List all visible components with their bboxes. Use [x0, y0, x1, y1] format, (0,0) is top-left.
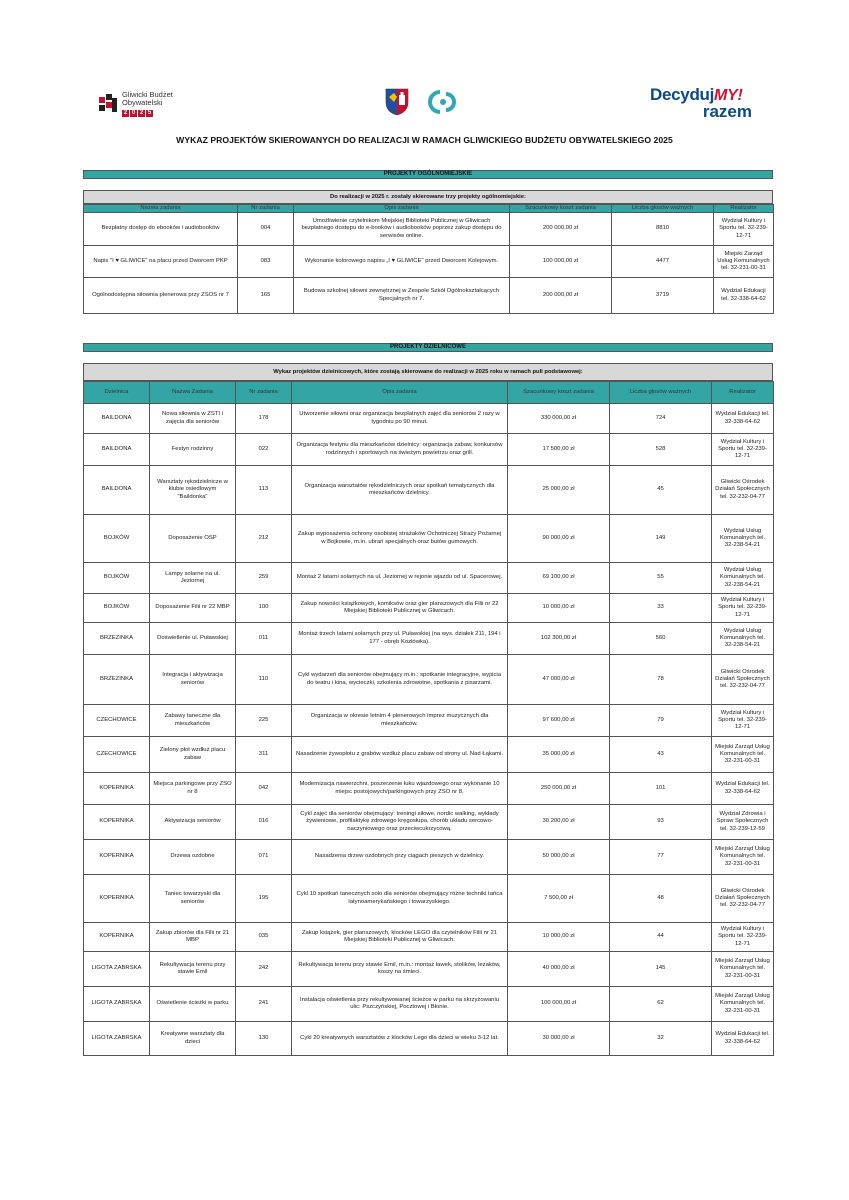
project-description-cell: Cykl 10 spotkań tanecznych solo dla seniorów obejmujący różne techniki tańca latynoamerykańskiego i towarzyskiego. — [292, 875, 508, 923]
district-projects-section — [83, 343, 773, 1056]
column-header: Liczba głosów ważnych — [612, 205, 714, 213]
project-votes-cell: 93 — [610, 805, 712, 840]
project-executor-cell: Wydział Kultury i Sportu tel. 32-239-12-71 — [714, 213, 774, 246]
gliwice-coat-of-arms-icon — [385, 88, 409, 116]
project-number-cell: 016 — [236, 805, 292, 840]
project-cost-cell: 47 000,00 zł — [508, 655, 610, 705]
gbo-logo-icon — [97, 93, 119, 115]
column-header: Nr zadania — [238, 205, 294, 213]
column-header: Nazwa Zadania — [150, 382, 236, 404]
project-name-cell: Zielony płot wzdłuż placu zabaw — [150, 737, 236, 773]
project-cost-cell: 200 000,00 zł — [510, 278, 612, 314]
project-executor-cell: Wydział Kultury i Sportu tel. 32-239-12-71 — [712, 594, 774, 623]
project-number-cell: 165 — [238, 278, 294, 314]
year-digit: 2 — [139, 110, 144, 116]
logo-right-word3: razem — [702, 102, 752, 121]
gbo-swirl-logo-icon — [426, 88, 464, 116]
project-name-cell: Festyn rodzinny — [150, 434, 236, 466]
project-executor-cell: Miejski Zarząd Usług Komunalnych tel. 32-231-00-31 — [712, 840, 774, 875]
project-votes-cell: 33 — [610, 594, 712, 623]
column-header: Szacunkowy koszt zadania — [510, 205, 612, 213]
project-name-cell: Rekultywacja terenu przy stawie Emil — [150, 952, 236, 987]
project-executor-cell: Wydział Edukacji tel. 32-338-64-62 — [714, 278, 774, 314]
table-row — [84, 952, 774, 987]
project-number-cell: 225 — [236, 705, 292, 737]
district-cell: BOJKÓW — [84, 563, 150, 594]
project-description-cell: Modernizacja nawierzchni, poszerzenie łuku wjazdowego oraz wykonanie 10 miejsc postojowych/parkingowych przy ZSO nr 8. — [292, 773, 508, 805]
project-votes-cell: 48 — [610, 875, 712, 923]
project-description-cell: Cykl 20 kreatywnych warsztatów z klocków Lego dla dzieci w wieku 3-12 lat. — [292, 1022, 508, 1056]
project-votes-cell: 149 — [610, 515, 712, 563]
project-description-cell: Organizacja festynu dla mieszkańców dzielnicy: organizacja zabaw, konkursów rodzinnych i sportowych na świeżym powietrzu oraz grill. — [292, 434, 508, 466]
city-projects-table — [83, 204, 774, 314]
project-executor-cell: Wydział Usług Komunalnych tel. 32-238-54-21 — [712, 515, 774, 563]
table-row — [84, 737, 774, 773]
project-name-cell: Zakup zbiorów dla Filii nr 21 MBP — [150, 923, 236, 952]
project-executor-cell: Wydział Zdrowia i Spraw Społecznych tel. 32-239-12-59 — [712, 805, 774, 840]
project-number-cell: 083 — [238, 246, 294, 278]
project-cost-cell: 90 000,00 zł — [508, 515, 610, 563]
table-row — [84, 246, 774, 278]
project-description-cell: Organizacja w okresie letnim 4 plenerowych imprez muzycznych dla mieszkańców. — [292, 705, 508, 737]
table-row — [84, 623, 774, 655]
project-number-cell: 178 — [236, 404, 292, 434]
project-cost-cell: 10 000,00 zł — [508, 594, 610, 623]
district-cell: BAILDONA — [84, 404, 150, 434]
table-row — [84, 434, 774, 466]
project-name-cell: Doposażenie Filii nr 22 MBP — [150, 594, 236, 623]
logo-gliwicki-budzet-obywatelski — [97, 88, 197, 120]
project-description-cell: Utworzenie siłowni oraz organizacja bezpłatnych zajęć dla seniorów 2 razy w tygodniu po 90 minut. — [292, 404, 508, 434]
table-row — [84, 875, 774, 923]
project-name-cell: Bezpłatny dostęp do ebooków i audiobooków — [84, 213, 238, 246]
project-cost-cell: 50 000,00 zł — [508, 840, 610, 875]
table-row — [84, 594, 774, 623]
project-votes-cell: 560 — [610, 623, 712, 655]
project-number-cell: 071 — [236, 840, 292, 875]
project-votes-cell: 8810 — [612, 213, 714, 246]
column-header: Realizator — [714, 205, 774, 213]
project-executor-cell: Wydział Edukacji tel. 32-338-64-62 — [712, 404, 774, 434]
district-projects-table — [83, 381, 774, 1056]
table-row — [84, 773, 774, 805]
project-name-cell: Miejsca parkingowe przy ZSO nr 8 — [150, 773, 236, 805]
project-description-cell: Montaż trzech latarni solarnych przy ul. Puławskiej (na wys. działek 211, 194 i 177 - obręb Kozłówka). — [292, 623, 508, 655]
project-name-cell: Zabawy taneczne dla mieszkańców — [150, 705, 236, 737]
district-cell: BAILDONA — [84, 466, 150, 515]
project-votes-cell: 528 — [610, 434, 712, 466]
project-description-cell: Zakup wyposażenia ochrony osobistej strażaków Ochotniczej Straży Pożarnej w Bojkowie, m.in. ubrań specjalnych oraz butów gumowych. — [292, 515, 508, 563]
project-executor-cell: Wydział Usług Komunalnych tel. 32-238-54-21 — [712, 563, 774, 594]
project-cost-cell: 10 000,00 zł — [508, 923, 610, 952]
project-name-cell: Drzewa ozdobne — [150, 840, 236, 875]
project-votes-cell: 4477 — [612, 246, 714, 278]
project-number-cell: 130 — [236, 1022, 292, 1056]
project-cost-cell: 17 500,00 zł — [508, 434, 610, 466]
project-number-cell: 004 — [238, 213, 294, 246]
district-cell: KOPERNIKA — [84, 923, 150, 952]
district-cell: BAILDONA — [84, 434, 150, 466]
project-description-cell: Rekultywacja terenu przy stawie Emil, m.in.: montaż ławek, stolików, leżaków, koszy na śmieci. — [292, 952, 508, 987]
district-cell: LIGOTA ZABRSKA — [84, 952, 150, 987]
project-votes-cell: 101 — [610, 773, 712, 805]
project-executor-cell: Miejski Zarząd Usług Komunalnych tel. 32-231-00-31 — [712, 952, 774, 987]
section-title: PROJEKTY DZIELNICOWE — [83, 343, 773, 352]
project-number-cell: 011 — [236, 623, 292, 655]
column-header: Liczba głosów ważnych — [610, 382, 712, 404]
project-executor-cell: Miejski Zarząd Usług Komunalnych tel. 32-231-00-31 — [712, 987, 774, 1022]
table-row — [84, 278, 774, 314]
project-cost-cell: 40 000,00 zł — [508, 952, 610, 987]
project-cost-cell: 69 100,00 zł — [508, 563, 610, 594]
column-header: Nr zadania — [236, 382, 292, 404]
project-name-cell: Nowa siłownia w ZSTI i zajęcia dla seniorów — [150, 404, 236, 434]
table-row — [84, 923, 774, 952]
project-name-cell: Napis "I ♥ GLIWICE" na placu przed Dworcem PKP — [84, 246, 238, 278]
project-number-cell: 212 — [236, 515, 292, 563]
district-cell: LIGOTA ZABRSKA — [84, 987, 150, 1022]
logo-right-word2: MY! — [714, 87, 743, 104]
column-header: Szacunkowy koszt zadania — [508, 382, 610, 404]
year-digit: 2 — [123, 110, 128, 116]
project-description-cell: Umożliwienie czytelnikom Miejskiej Biblioteki Publicznej w Gliwicach bezpłatnego dostępu do e-booków i audiobooków poprzez zakup dostępu do serwisów online. — [294, 213, 510, 246]
column-header: Opis zadania — [292, 382, 508, 404]
table-row — [84, 705, 774, 737]
project-cost-cell: 330 000,00 zł — [508, 404, 610, 434]
table-row — [84, 840, 774, 875]
project-votes-cell: 78 — [610, 655, 712, 705]
project-cost-cell: 7 500,00 zł — [508, 875, 610, 923]
project-cost-cell: 100 000,00 zł — [508, 987, 610, 1022]
table-row — [84, 404, 774, 434]
project-executor-cell: Gliwicki Ośrodek Działań Społecznych tel. 32-232-04-77 — [712, 655, 774, 705]
project-number-cell: 022 — [236, 434, 292, 466]
column-header: Realizator — [712, 382, 774, 404]
project-executor-cell: Wydział Edukacji tel. 32-338-64-62 — [712, 773, 774, 805]
project-votes-cell: 77 — [610, 840, 712, 875]
project-votes-cell: 3719 — [612, 278, 714, 314]
project-executor-cell: Wydział Kultury i Sportu tel. 32-239-12-71 — [712, 434, 774, 466]
section-title: PROJEKTY OGÓLNOMIEJSKIE — [83, 170, 773, 179]
project-number-cell: 042 — [236, 773, 292, 805]
district-cell: KOPERNIKA — [84, 773, 150, 805]
project-votes-cell: 45 — [610, 466, 712, 515]
project-description-cell: Zakup książek, gier planszowych, klocków LEGO dla czytelników Filii nr 21 Miejskiej Biblioteki Publicznej w Gliwicach. — [292, 923, 508, 952]
year-digit: 5 — [147, 110, 152, 116]
project-description-cell: Montaż 2 latarni solarnych na ul. Jeziornej w rejonie wjazdu od ul. Spacerowej. — [292, 563, 508, 594]
project-description-cell: Cykl zajęć dla seniorów obejmujący: treningi siłowe, nordic walking, wykłady żywieniowe, profilaktykę zdrowego kręgosłupa, chorób układu sercowo-naczyniowego oraz przeciwcukrzycową. — [292, 805, 508, 840]
project-number-cell: 311 — [236, 737, 292, 773]
project-name-cell: Aktywizacja seniorów — [150, 805, 236, 840]
project-name-cell: Doświetlenie ul. Puławskiej — [150, 623, 236, 655]
column-header: Dzielnica — [84, 382, 150, 404]
table-row — [84, 563, 774, 594]
district-cell: BRZEZINKA — [84, 655, 150, 705]
year-digit: 0 — [131, 110, 136, 116]
project-name-cell: Taniec towarzyski dla seniorów — [150, 875, 236, 923]
project-description-cell: Instalacja oświetlenia przy rekultywowanej ścieżce w parku na skrzyżowaniu ulic: Pszczyńskiej, Pocztowej i Błonie. — [292, 987, 508, 1022]
project-votes-cell: 44 — [610, 923, 712, 952]
project-votes-cell: 79 — [610, 705, 712, 737]
project-votes-cell: 32 — [610, 1022, 712, 1056]
document-title: WYKAZ PROJEKTÓW SKIEROWANYCH DO REALIZACJI W RAMACH GLIWICKIEGO BUDŻETU OBYWATELSKIEGO 2025 — [176, 135, 673, 145]
project-votes-cell: 62 — [610, 987, 712, 1022]
project-cost-cell: 97 600,00 zł — [508, 705, 610, 737]
project-cost-cell: 35 000,00 zł — [508, 737, 610, 773]
project-number-cell: 242 — [236, 952, 292, 987]
project-description-cell: Organizacja warsztatów rękodzielniczych oraz spotkań tematycznych dla mieszkańców dzielnicy. — [292, 466, 508, 515]
district-cell: KOPERNIKA — [84, 805, 150, 840]
project-executor-cell: Miejski Zarząd Usług Komunalnych tel. 32-231-00-31 — [714, 246, 774, 278]
column-header: Opis zadania — [294, 205, 510, 213]
project-name-cell: Kreatywne warsztaty dla dzieci — [150, 1022, 236, 1056]
project-cost-cell: 100 000,00 zł — [510, 246, 612, 278]
district-cell: CZECHOWICE — [84, 737, 150, 773]
project-executor-cell: Gliwicki Ośrodek Działań Społecznych tel. 32-232-04-77 — [712, 466, 774, 515]
project-cost-cell: 25 000,00 zł — [508, 466, 610, 515]
section-intro: Do realizacji w 2025 r. zostały skierowane trzy projekty ogólnomiejskie: — [83, 190, 773, 204]
project-name-cell: Doposażenie OSP — [150, 515, 236, 563]
project-executor-cell: Miejski Zarząd Usług Komunalnych tel. 32-231-00-31 — [712, 737, 774, 773]
project-cost-cell: 102 300,00 zł — [508, 623, 610, 655]
district-cell: LIGOTA ZABRSKA — [84, 1022, 150, 1056]
district-cell: KOPERNIKA — [84, 875, 150, 923]
project-executor-cell: Gliwicki Ośrodek Działań Społecznych tel. 32-232-04-77 — [712, 875, 774, 923]
project-name-cell: Ogólnodostępna siłownia plenerowa przy ZSOS nr 7 — [84, 278, 238, 314]
table-row — [84, 655, 774, 705]
project-votes-cell: 55 — [610, 563, 712, 594]
project-executor-cell: Wydział Edukacji tel. 32-338-64-62 — [712, 1022, 774, 1056]
table-row — [84, 805, 774, 840]
project-name-cell: Warsztaty rękodzielnicze w klubie osiedlowym "Baildonka" — [150, 466, 236, 515]
project-cost-cell: 30 200,00 zł — [508, 805, 610, 840]
district-cell: KOPERNIKA — [84, 840, 150, 875]
project-name-cell: Integracja i aktywizacja seniorów — [150, 655, 236, 705]
project-votes-cell: 43 — [610, 737, 712, 773]
project-cost-cell: 250 000,00 zł — [508, 773, 610, 805]
project-description-cell: Budowa szkolnej siłowni zewnętrznej w Zespole Szkół Ogólnokształcących Specjalnych nr 7. — [294, 278, 510, 314]
project-number-cell: 035 — [236, 923, 292, 952]
table-row — [84, 1022, 774, 1056]
section-intro: Wykaz projektów dzielnicowych, które zostają skierowane do realizacji w 2025 roku w ramach puli podstawowej: — [83, 363, 773, 381]
project-cost-cell: 200 000,00 zł — [510, 213, 612, 246]
district-cell: CZECHOWICE — [84, 705, 150, 737]
district-cell: BOJKÓW — [84, 594, 150, 623]
project-number-cell: 110 — [236, 655, 292, 705]
project-name-cell: Lampy solarne na ul. Jeziornej — [150, 563, 236, 594]
project-number-cell: 100 — [236, 594, 292, 623]
project-votes-cell: 145 — [610, 952, 712, 987]
column-header: Nazwa zadania — [84, 205, 238, 213]
city-projects-section — [83, 170, 773, 314]
logo-left-line1: Gliwicki Budżet — [122, 90, 173, 99]
project-number-cell: 195 — [236, 875, 292, 923]
project-executor-cell: Wydział Kultury i Sportu tel. 32-239-12-71 — [712, 923, 774, 952]
logo-right-word1: Decyduj — [650, 85, 715, 104]
project-description-cell: Cykl wydarzeń dla seniorów obejmujący m.in.: spotkanie integracyjne, wyjścia do teatru i kina, wycieczki, szkolenia zdrowotne, spotkania z pisarzami. — [292, 655, 508, 705]
project-cost-cell: 30 000,00 zł — [508, 1022, 610, 1056]
project-name-cell: Oświetlenie ścieżki w parku — [150, 987, 236, 1022]
project-number-cell: 113 — [236, 466, 292, 515]
table-row — [84, 466, 774, 515]
logo-decyduj-my-razem — [650, 86, 756, 120]
table-row — [84, 515, 774, 563]
table-header-row — [84, 205, 774, 213]
district-cell: BRZEZINKA — [84, 623, 150, 655]
project-description-cell: Wykonanie kolorowego napisu „I ♥ GLIWICE" przed Dworcem Kolejowym. — [294, 246, 510, 278]
project-number-cell: 241 — [236, 987, 292, 1022]
project-description-cell: Zakup nowości książkowych, komiksów oraz gier planszowych dla Filii nr 22 Miejskiej Biblioteki Publicznej w Gliwicach. — [292, 594, 508, 623]
logo-left-year — [122, 108, 154, 117]
table-header-row — [84, 382, 774, 404]
district-cell: BOJKÓW — [84, 515, 150, 563]
project-description-cell: Nasadzenie żywopłotu z grabów wzdłuż placu zabaw od strony ul. Nad Łąkami. — [292, 737, 508, 773]
project-number-cell: 259 — [236, 563, 292, 594]
table-row — [84, 213, 774, 246]
project-executor-cell: Wydział Kultury i Sportu tel. 32-239-12-71 — [712, 705, 774, 737]
project-description-cell: Nasadzenia drzew ozdobnych przy ciągach pieszych w dzielnicy. — [292, 840, 508, 875]
logo-left-line2: Obywatelski — [122, 98, 163, 107]
project-votes-cell: 724 — [610, 404, 712, 434]
project-executor-cell: Wydział Usług Komunalnych tel. 32-238-54-21 — [712, 623, 774, 655]
table-row — [84, 987, 774, 1022]
